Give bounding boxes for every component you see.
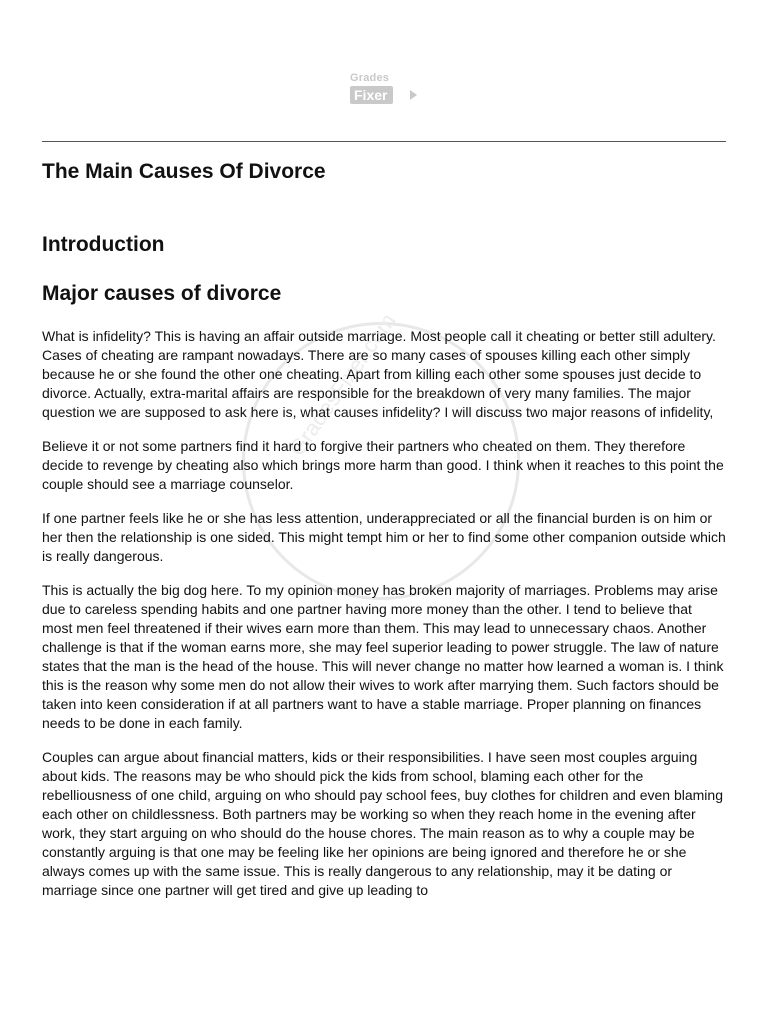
header-divider <box>42 141 726 142</box>
watermark-text: GradesFixer.com <box>284 308 401 461</box>
section-heading-major-causes: Major causes of divorce <box>42 282 282 305</box>
logo-fixer-badge: Fixer <box>350 86 393 104</box>
document-title: The Main Causes Of Divorce <box>42 160 326 183</box>
paragraph: If one partner feels like he or she has less attention, underappreciated or all the financial burden is on him or her then the relationship is one sided. This might tempt him or her to find some other companion outside which is really dangerous. <box>42 510 726 564</box>
document-body <box>42 327 726 915</box>
paragraph: Couples can argue about financial matters, kids or their responsibilities. I have seen most couples arguing about kids. The reasons may be who should pick the kids from school, blaming each other for the rebelliousness of one child, arguing on who should pay school fees, buy clothes for children and even blaming each other on childlessness. Both partners may be working so when they reach home in the evening after work, they start arguing on who should do the house chores. The main reason as to why a couple may be constantly arguing is that one may be feeling like her opinions are being ignored and therefore he or she always comes up with the same issue. This is really dangerous to any relationship, may it be dating or marriage since one partner will get tired and give up leading to <box>42 749 723 898</box>
logo-tag-arrow-icon <box>410 90 417 100</box>
gradesfixer-logo <box>350 72 420 108</box>
paragraph: Believe it or not some partners find it hard to forgive their partners who cheated on them. They therefore decide to revenge by cheating also which brings more harm than good. I think when it reaches to this point the couple should see a marriage counselor. <box>42 438 724 492</box>
logo-grades-text: Grades <box>350 72 390 84</box>
paragraph: What is infidelity? This is having an affair outside marriage. Most people call it cheating or better still adultery. Cases of cheating are rampant nowadays. There are so many cases of spouses killing each other simply because he or she found the other one cheating. Apart from killing each other some spouses just decide to divorce. Actually, extra-marital affairs are responsible for the breakdown of very many families. The major question we are supposed to ask here is, what causes infidelity? I will discuss two major reasons of infidelity, <box>42 328 716 420</box>
section-heading-introduction: Introduction <box>42 233 165 256</box>
paragraph: This is actually the big dog here. To my opinion money has broken majority of marriages. Problems may arise due to careless spending habits and one partner having more money than the other. I tend to believe that most men feel threatened if their wives earn more than them. This may lead to unnecessary chaos. Another challenge is that if the woman earns more, she may feel superior leading to power struggle. The law of nature states that the man is the head of the house. This will never change no matter how learned a woman is. I think this is the reason why some men do not allow their wives to work after marrying them. Such factors should be taken into keen consideration if at all partners want to have a stable marriage. Proper planning on finances needs to be done in each family. <box>42 582 724 731</box>
